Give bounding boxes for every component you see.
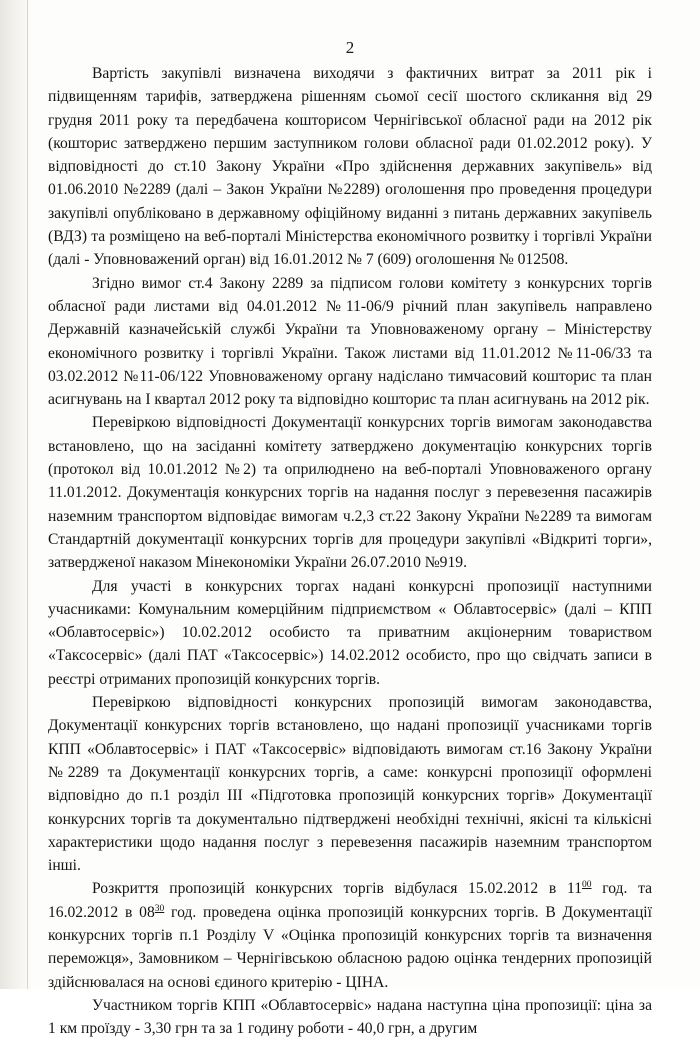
page-number: 2 <box>345 38 355 57</box>
paragraph-7: Участником торгів КПП «Облавтосервіс» надана наступна ціна пропозиції: ціна за 1 км проїзду - 3,30 грн та за 1 годину роботи - 40,0 грн, а другим <box>48 996 652 1038</box>
paragraph-2: Згідно вимог ст.4 Закону 2289 за підписом голови комітету з конкурсних торгів обласної ради листами від 04.01.2012 №11-06/9 річний план закупівель направлено Державній казначейській службі України та Уповноваженому органу – Міністерству економічного розвитку і торгівлі України. Також листами від 11.01.2012 №11-06/33 та 03.02.2012 №11-06/122 Уповноваженому органу надіслано тимчасовий кошторис та план асигнувань на І квартал 2012 року та відповідно кошторис та план асигнувань на 2012 рік. <box>48 274 652 409</box>
paragraph-5: Перевіркою відповідності конкурсних пропозицій вимогам законодавства, Документації конкурсних торгів встановлено, що надані пропозиції учасниками торгів КПП «Облавтосервіс» і ПАТ «Таксосервіс» відповідають вимогам ст.16 Закону України №2289 та Документації конкурсних торгів, а саме: конкурсні пропозиції оформлені відповідно до п.1 розділ III «Підготовка пропозицій конкурсних торгів» Документації конкурсних торгів та документально підтверджені необхідні технічні, якісні та кількісні характеристики щодо надання послуг з перевезення пасажирів наземним транспортом інші. <box>48 694 652 875</box>
page-edge-line <box>27 0 28 989</box>
paragraph-1: Вартість закупівлі визначена виходячи з фактичних витрат за 2011 рік і підвищенням тарифів, затверджена рішенням сьомої сесії шостого скликання від 29 грудня 2011 року та передбачена кошторисом Чернігівської обласної ради на 2012 рік (кошторис затверджено першим заступником голови обласної ради 01.02.2012 року). У відповідності до ст.10 Закону України «Про здійснення державних закупівель» від 01.06.2010 №2289 (далі – Закон України №2289) оголошення про проведення процедури закупівлі опубліковано в державному офіційному виданні з питань державних закупівель (ВДЗ) та розміщено на веб-порталі Міністерства економічного розвитку і торгівлі України (далі - Уповноважений орган) від 16.01.2012 № 7 (609) оголошення № 012508. <box>48 65 652 269</box>
paragraph-6-middle-1: год. та 16.02.2012 в 08 <box>48 880 652 921</box>
document-body <box>48 62 652 1040</box>
paragraph-6-with-time-superscripts <box>48 877 652 993</box>
time-superscript-2: 30 <box>154 903 165 914</box>
paragraph-3: Перевіркою відповідності Документації конкурсних торгів вимогам законодавства встановлено, що на засіданні комітету затверджено документацію конкурсних торгів (протокол від 10.01.2012 №2) та оприлюднено на веб-порталі Уповноваженого органу 11.01.2012. Документація конкурсних торгів на надання послуг з перевезення пасажирів наземним транспортом відповідає вимогам ч.2,3 ст.22 Закону України №2289 та вимогам Стандартній документації конкурсних торгів для процедури закупівлі «Відкриті торги», затвердженої наказом Мінекономіки України 26.07.2010 №919. <box>48 414 652 572</box>
paragraph-6-prefix: Розкриття пропозицій конкурсних торгів відбулася 15.02.2012 в 11 <box>92 880 582 898</box>
paragraph-4: Для участі в конкурсних торгах надані конкурсні пропозиції наступними учасниками: Комунальним комерційним підприємством « Облавтосервіс» (далі – КПП «Облавтосервіс») 10.02.2012 особисто та приватним акціонерним товариством «Таксосервіс» (далі ПАТ «Таксосервіс») 14.02.2012 особисто, про що свідчать записи в реєстрі отриманих пропозицій конкурсних торгів. <box>48 577 652 688</box>
paragraph-6-middle-2: год. проведена оцінка пропозицій конкурсних торгів. В Документації конкурсних торгів п.1 Розділу V «Оцінка пропозицій конкурсних торгів та визначення переможця», Замовником – Чернігівською обласною радою оцінка тендерних пропозицій здійснювалася на основі єдиного критерію - ЦІНА. <box>48 903 652 991</box>
time-superscript-1: 00 <box>582 880 592 891</box>
